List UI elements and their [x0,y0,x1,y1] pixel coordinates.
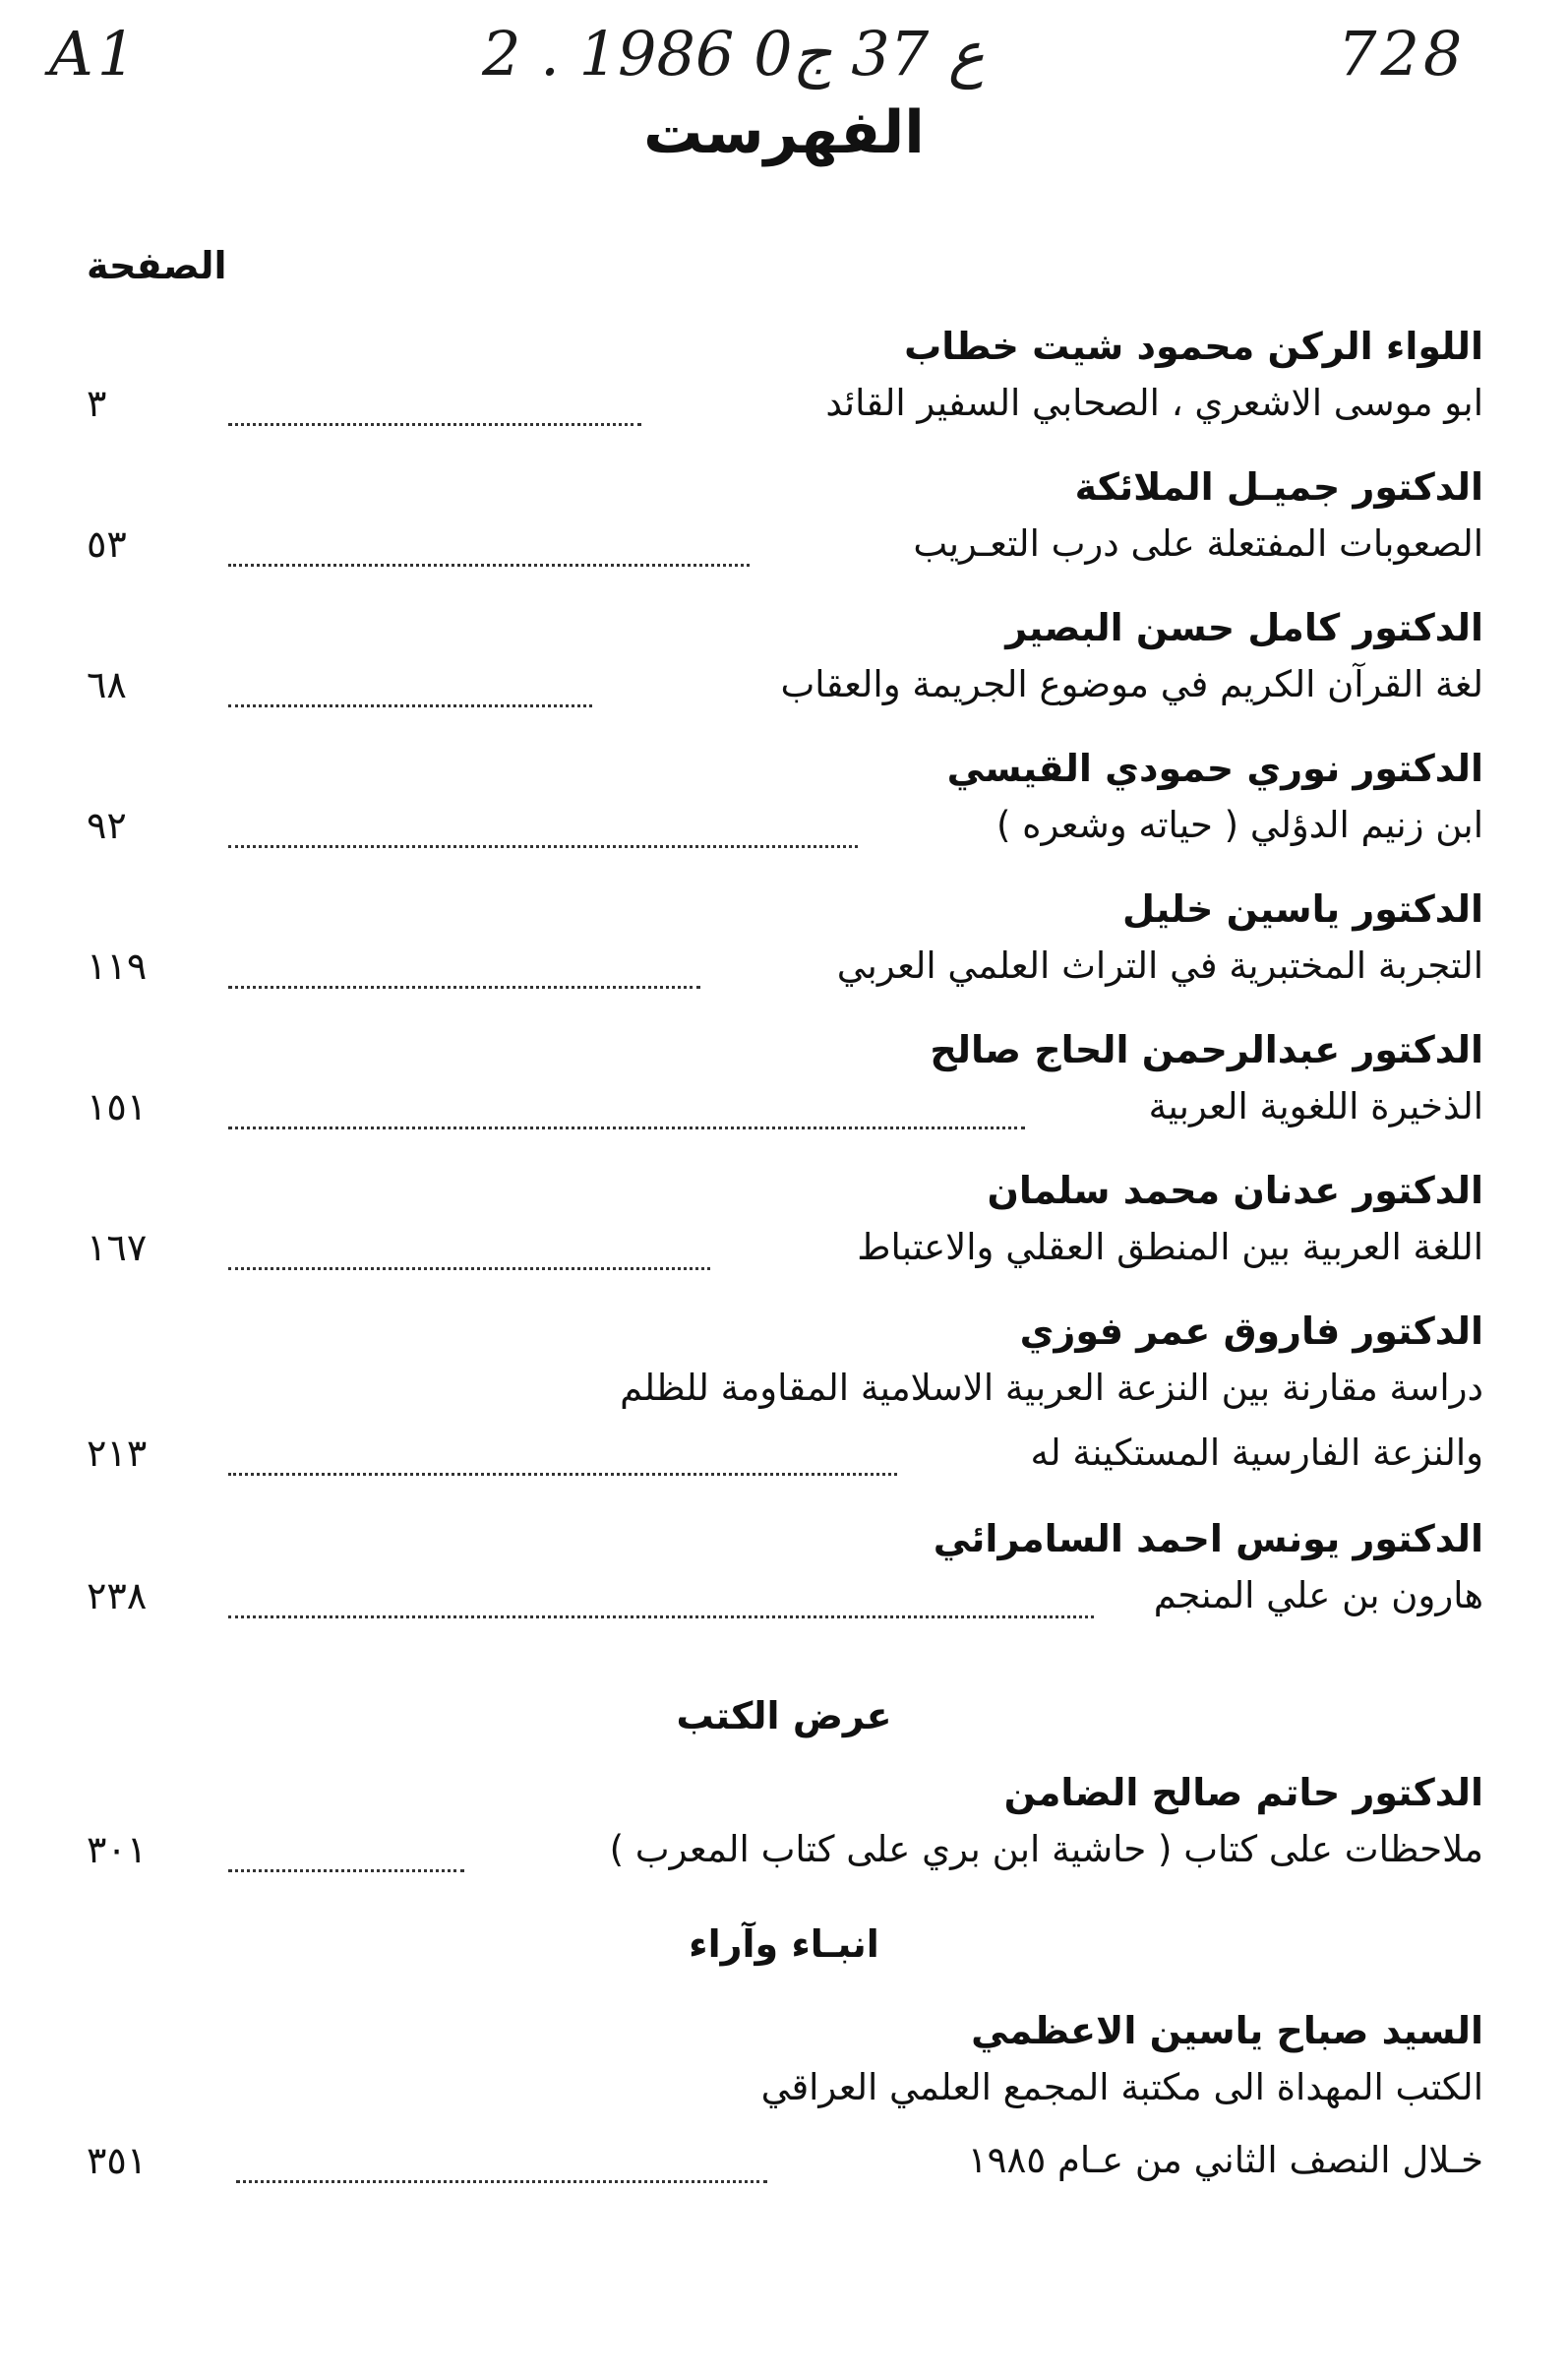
annotation-code: A1 [49,18,141,90]
entry-title: ملاحظات على كتاب ( حاشية ابن بري على كتاب المعرب ) [609,1828,1483,1870]
entry-author: الدكتور نوري حمودي القيسي [946,747,1483,790]
entry-page: ١٦٧ [87,1226,148,1269]
entry-author: الدكتور حاتم صالح الضامن [1003,1771,1483,1814]
entry-title: الصعوبات المفتعلة على درب التعـريب [913,522,1483,565]
entry-title-line: دراسة مقارنة بين النزعة العربية الاسلامية المقاومة للظلم [620,1367,1483,1409]
entry-page: ٣ [87,382,107,425]
entry-title-line: والنزعة الفارسية المستكينة له [1030,1431,1483,1474]
entry-author: الدكتور ياسين خليل [1122,887,1483,931]
section-heading-news: انبـاء وآراء [689,1922,879,1966]
entry-page: ٩٢ [87,804,127,847]
entry-author: السيد صباح ياسين الاعظمي [971,2009,1483,2052]
leader-dots [228,986,700,989]
entry-page: ٥٣ [87,522,127,566]
entry-page: ١٥١ [87,1085,148,1128]
leader-dots [228,1615,1094,1618]
leader-dots [228,1473,897,1476]
entry-page: ٢١٣ [87,1431,148,1475]
toc-entry [0,606,1568,724]
toc-entry [0,1028,1568,1146]
toc-entry [0,747,1568,865]
toc-entry [0,465,1568,583]
entry-title: ابو موسى الاشعري ، الصحابي السفير القائد [825,382,1483,424]
leader-dots [228,1127,1025,1129]
entry-author: الدكتور عبدالرحمن الحاج صالح [930,1028,1483,1071]
annotation-volume-date: 2 . ع 37 ج0 1986 [482,18,985,90]
entry-page: ٦٨ [87,663,127,706]
toc-entry [0,1517,1568,1635]
toc-entry [0,1771,1568,1889]
section-heading-books: عرض الكتب [676,1694,892,1737]
entry-title: اللغة العربية بين المنطق العقلي والاعتباط [857,1226,1483,1268]
entry-author: اللواء الركن محمود شيت خطاب [904,325,1483,368]
entry-title: ابن زنيم الدؤلي ( حياته وشعره ) [995,804,1483,846]
entry-title: لغة القرآن الكريم في موضوع الجريمة والعقاب [780,663,1483,705]
entry-author: الدكتور كامل حسن البصير [1005,606,1483,649]
leader-dots [228,564,750,567]
leader-dots [228,704,592,707]
entry-title-line: خـلال النصف الثاني من عـام ١٩٨٥ [967,2139,1483,2181]
annotation-number: 728 [1338,18,1467,90]
toc-entry [0,1309,1568,1496]
toc-entry [0,325,1568,443]
toc-entry [0,1169,1568,1287]
entry-title: الذخيرة اللغوية العربية [1148,1085,1483,1127]
entry-author: الدكتور جميـل الملائكة [1074,465,1483,509]
entry-author: الدكتور عدنان محمد سلمان [987,1169,1483,1212]
entry-title: هارون بن علي المنجم [1153,1574,1483,1616]
entry-page: ٣٥١ [87,2139,148,2182]
entry-page: ٢٣٨ [87,1574,148,1617]
handwritten-annotation [39,18,1554,106]
leader-dots [228,423,641,426]
toc-entry [0,887,1568,1005]
leader-dots [228,845,858,848]
entry-title-line: الكتب المهداة الى مكتبة المجمع العلمي العراقي [760,2066,1483,2108]
leader-dots [236,2180,767,2183]
toc-entry [0,2009,1568,2206]
page-title: الفهرست [643,98,925,167]
leader-dots [228,1869,464,1872]
entry-page: ١١٩ [87,944,148,988]
entry-author: الدكتور فاروق عمر فوزي [1019,1309,1483,1353]
entry-page: ٣٠١ [87,1828,148,1871]
page-column-label: الصفحة [87,244,227,287]
entry-author: الدكتور يونس احمد السامرائي [933,1517,1483,1560]
leader-dots [228,1267,710,1270]
entry-title: التجربة المختبرية في التراث العلمي العربي [836,944,1483,987]
